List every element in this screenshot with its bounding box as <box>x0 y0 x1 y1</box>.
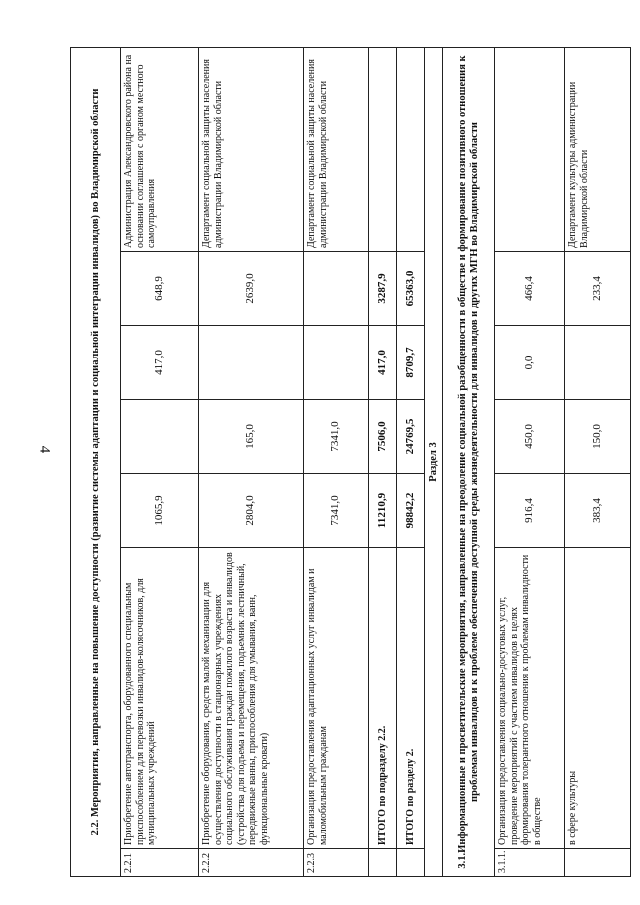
row-year1: 150,0 <box>565 400 631 474</box>
section-total-year3: 65363,0 <box>397 252 425 326</box>
row-total: 7341,0 <box>304 474 369 548</box>
row-name: Приобретение автотранспорта, оборудованного специальным приспособлением для перевозки инвалидов-колясочников, для муниципальных учреждений <box>121 548 199 849</box>
subtotal-label: ИТОГО по подразделу 2.2. <box>369 548 397 849</box>
row-executor: Департамент социальной защиты населения администрации Владимирской области <box>304 47 369 251</box>
row-year3 <box>304 252 369 326</box>
row-year3: 233,4 <box>565 252 631 326</box>
subtotal-year1: 7506,0 <box>369 400 397 474</box>
section-total-label: ИТОГО по разделу 2. <box>397 548 425 849</box>
row-executor: Администрация Александровского района на основании соглашения с органом местного самоуправления <box>121 47 199 251</box>
section-total-year2: 8709,7 <box>397 326 425 400</box>
row-year3: 466,4 <box>495 252 565 326</box>
rotated-table-wrapper <box>70 48 630 877</box>
row-total: 383,4 <box>565 474 631 548</box>
row-name: Организация предоставления адаптационных услуг инвалидам и маломобильным гражданам <box>304 548 369 849</box>
row-number: 2.2.1 <box>121 849 199 877</box>
row-year2: 417,0 <box>121 326 199 400</box>
row-total: 916,4 <box>495 474 565 548</box>
subtotal-year3: 3287,9 <box>369 252 397 326</box>
table-row <box>565 47 631 876</box>
row-year2 <box>304 326 369 400</box>
row-executor: Департамент культуры администрации Владимирской области <box>565 47 631 251</box>
section-total-row <box>397 47 425 876</box>
row-year1 <box>121 400 199 474</box>
table-row <box>121 47 199 876</box>
page-number: 4 <box>36 445 53 454</box>
row-year1: 450,0 <box>495 400 565 474</box>
row-executor <box>495 47 565 251</box>
row-year2 <box>199 326 304 400</box>
section-header-row <box>443 47 495 876</box>
subtotal-total: 11210,9 <box>369 474 397 548</box>
section-title: Раздел 3 <box>425 47 443 876</box>
row-number: 3.1.1. <box>495 849 565 877</box>
program-table <box>70 47 631 877</box>
section-title-row <box>425 47 443 876</box>
section-header: 3.1.Информационные и просветительские мероприятия, направленные на преодоление социальной разобщенности в обществе и формирование позитивного отношения к проблемам инвалидов и к проблеме обеспечения доступной среды жизнедеятельности для инвалидов и других МГН во Владимирской области <box>443 47 495 876</box>
row-total: 2804,0 <box>199 474 304 548</box>
row-year3: 2639,0 <box>199 252 304 326</box>
row-year1: 165,0 <box>199 400 304 474</box>
section-total-total: 98842,2 <box>397 474 425 548</box>
table-row <box>304 47 369 876</box>
subtotal-year2: 417,0 <box>369 326 397 400</box>
row-name: Организация предоставления социально-досуговых услуг, проведение мероприятий с участием инвалидов в целях формирования толерантного отношения к проблемам инвалидности в обществе <box>495 548 565 849</box>
table-row <box>495 47 565 876</box>
row-year2: 0,0 <box>495 326 565 400</box>
subtotal-row <box>369 47 397 876</box>
subsection-header: 2.2. Мероприятия, направленные на повышение доступности (развитие системы адаптации и социальной интеграции инвалидов) во Владимирской области <box>71 47 121 876</box>
section-total-year1: 24769,5 <box>397 400 425 474</box>
table-row <box>199 47 304 876</box>
row-name: Приобретение оборудования, средств малой механизации для осуществления доступности в стационарных учреждениях социального обслуживания граждан пожилого возраста и инвалидов (устройства для подъема и перемещения, подъемник лестничный, передвижные ванны, приспособления для умывания, ванн, функциональные кровати) <box>199 548 304 849</box>
row-year3: 648,9 <box>121 252 199 326</box>
row-executor: Департамент социальной защиты населения администрации Владимирской области <box>199 47 304 251</box>
row-year1: 7341,0 <box>304 400 369 474</box>
row-number: 2.2.3 <box>304 849 369 877</box>
row-number: 2.2.2 <box>199 849 304 877</box>
row-name: в сфере культуры <box>565 548 631 849</box>
row-total: 1065,9 <box>121 474 199 548</box>
subsection-header-row <box>71 47 121 876</box>
row-year2 <box>565 326 631 400</box>
